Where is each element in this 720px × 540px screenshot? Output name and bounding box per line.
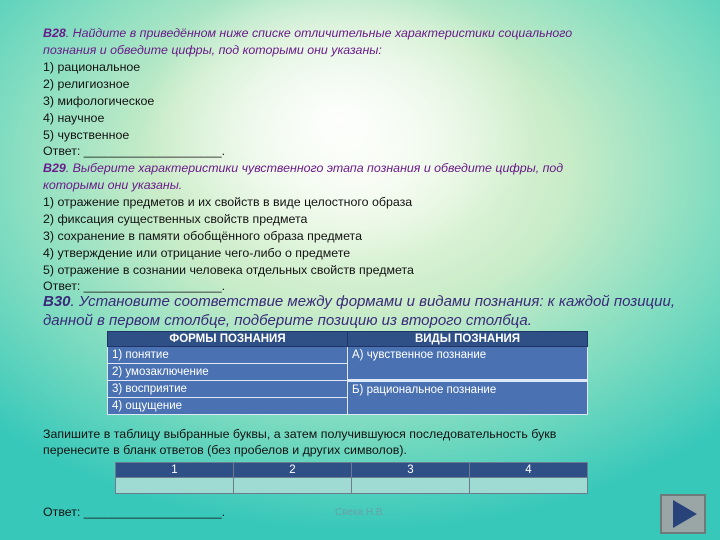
b30-answer-line: Ответ: ____________________. [43, 505, 226, 519]
b29-option-1: 1) отражение предметов и их свойств в виде целостного образа [43, 195, 413, 209]
forms-column-header: ФОРМЫ ПОЗНАНИЯ [108, 332, 348, 347]
play-next-icon [673, 500, 697, 528]
form-item-2: 2) умозаключение [108, 364, 348, 381]
answer-col-2: 2 [234, 463, 352, 478]
kind-item-b: Б) рациональное познание [348, 381, 588, 415]
b28-question-line1: В28. Найдите в приведённом ниже списке отличительные характеристики социального [43, 26, 573, 40]
kind-item-a: А) чувственное познание [348, 347, 588, 381]
answer-cell-1[interactable] [116, 478, 234, 494]
next-slide-button[interactable] [660, 494, 706, 534]
b28-option-1: 1) рациональное [43, 60, 141, 74]
b28-option-3: 3) мифологическое [43, 94, 155, 108]
answer-cell-4[interactable] [470, 478, 588, 494]
answer-col-1: 1 [116, 463, 234, 478]
instruction-line2: перенесите в бланк ответов (без пробелов и других символов). [43, 443, 407, 457]
b28-option-4: 4) научное [43, 111, 105, 125]
kinds-column-header: ВИДЫ ПОЗНАНИЯ [348, 332, 588, 347]
b28-question-line2: познания и обведите цифры, под которыми они указаны: [43, 43, 382, 57]
answer-table [115, 462, 588, 494]
answer-col-4: 4 [470, 463, 588, 478]
answer-cell-3[interactable] [352, 478, 470, 494]
b29-option-3: 3) сохранение в памяти обобщённого образа предмета [43, 229, 362, 243]
b29-answer-line: Ответ: ____________________. [43, 279, 226, 293]
b29-question-line2: которыми они указаны. [43, 178, 183, 192]
b29-option-5: 5) отражение в сознании человека отдельных свойств предмета [43, 263, 414, 277]
instruction-line1: Запишите в таблицу выбранные буквы, а затем получившуюся последовательность букв [43, 427, 557, 441]
form-item-1: 1) понятие [108, 347, 348, 364]
b28-option-5: 5) чувственное [43, 128, 130, 142]
matching-table [107, 331, 588, 415]
author-label: Свека Н.В. [335, 507, 386, 518]
answer-col-3: 3 [352, 463, 470, 478]
b30-question: В30. Установите соответствие между формами и видами познания: к каждой позиции, данной в первом столбце, подберите позицию из второго столбца. [43, 293, 675, 329]
b29-question-line1: В29. Выберите характеристики чувственного этапа познания и обведите цифры, под [43, 161, 564, 175]
b29-option-4: 4) утверждение или отрицание чего-либо о предмете [43, 246, 351, 260]
b28-option-2: 2) религиозное [43, 77, 130, 91]
form-item-3: 3) восприятие [108, 381, 348, 398]
b28-answer-line: Ответ: ____________________. [43, 144, 226, 158]
answer-cell-2[interactable] [234, 478, 352, 494]
b29-option-2: 2) фиксация существенных свойств предмета [43, 212, 308, 226]
form-item-4: 4) ощущение [108, 398, 348, 415]
